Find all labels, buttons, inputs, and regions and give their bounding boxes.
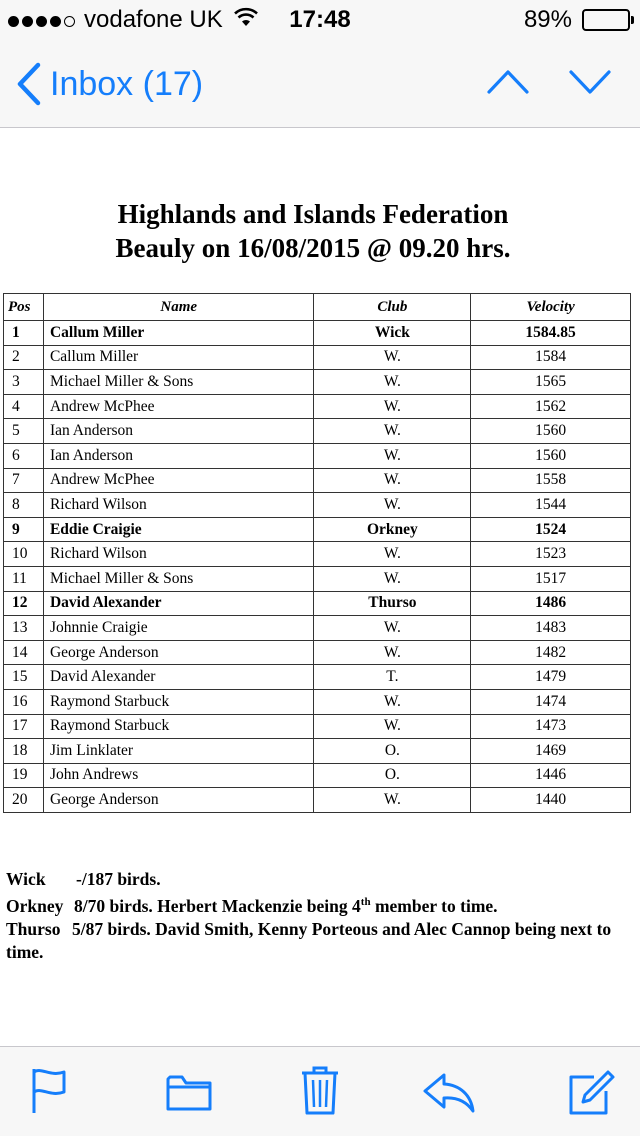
battery-info bbox=[524, 6, 630, 34]
cell-name: Callum Miller bbox=[43, 321, 314, 346]
cell-pos: 15 bbox=[4, 665, 44, 690]
note-club: Thurso bbox=[6, 918, 61, 939]
note-thurso bbox=[6, 918, 634, 964]
battery-percent: 89% bbox=[523, 6, 572, 33]
cell-club: W. bbox=[314, 443, 471, 468]
cell-club: Orkney bbox=[314, 517, 471, 542]
cell-pos: 5 bbox=[4, 419, 44, 444]
cell-name: George Anderson bbox=[43, 788, 314, 813]
table-row bbox=[4, 616, 631, 641]
results-table bbox=[3, 293, 631, 813]
cell-club: W. bbox=[314, 394, 471, 419]
message-navigation bbox=[486, 68, 612, 96]
cell-pos: 9 bbox=[4, 517, 44, 542]
cell-velocity: 1524 bbox=[471, 517, 631, 542]
cell-velocity: 1517 bbox=[471, 566, 631, 591]
table-row bbox=[4, 640, 631, 665]
table-row bbox=[4, 763, 631, 788]
table-row bbox=[4, 542, 631, 567]
cell-name: Andrew McPhee bbox=[43, 394, 314, 419]
note-text: -/187 birds. bbox=[76, 869, 161, 889]
note-superscript: th bbox=[360, 896, 371, 908]
cell-pos: 17 bbox=[4, 714, 44, 739]
document-subtitle: Beauly on 16/08/2015 @ 09.20 hrs. bbox=[115, 233, 511, 263]
table-row bbox=[4, 566, 631, 591]
cell-pos: 1 bbox=[4, 321, 44, 346]
note-club: Orkney bbox=[6, 895, 64, 916]
cell-velocity: 1446 bbox=[471, 763, 631, 788]
cell-club: W. bbox=[314, 616, 471, 641]
column-header-name: Name bbox=[43, 294, 314, 321]
flag-icon[interactable] bbox=[30, 1067, 70, 1115]
trash-icon[interactable] bbox=[300, 1065, 340, 1115]
note-club: Wick bbox=[6, 869, 46, 889]
cell-club: W. bbox=[314, 689, 471, 714]
cell-club: W. bbox=[314, 419, 471, 444]
cell-name: Ian Anderson bbox=[43, 443, 314, 468]
chevron-down-icon[interactable] bbox=[568, 68, 612, 96]
cell-velocity: 1584 bbox=[471, 345, 631, 370]
cell-name: Jim Linklater bbox=[43, 739, 314, 764]
cell-velocity: 1473 bbox=[471, 714, 631, 739]
cell-pos: 10 bbox=[4, 542, 44, 567]
column-header-club: Club bbox=[314, 294, 471, 321]
cell-velocity: 1584.85 bbox=[471, 321, 631, 346]
cell-velocity: 1558 bbox=[471, 468, 631, 493]
table-row bbox=[4, 419, 631, 444]
cell-velocity: 1479 bbox=[471, 665, 631, 690]
table-row bbox=[4, 443, 631, 468]
cell-club: W. bbox=[314, 542, 471, 567]
table-header-row bbox=[4, 294, 631, 321]
cell-name: George Anderson bbox=[43, 640, 314, 665]
table-row bbox=[4, 739, 631, 764]
table-row bbox=[4, 517, 631, 542]
cell-name: Raymond Starbuck bbox=[43, 689, 314, 714]
table-row bbox=[4, 689, 631, 714]
status-time: 17:48 bbox=[289, 6, 351, 33]
cell-velocity: 1483 bbox=[471, 616, 631, 641]
cell-velocity: 1560 bbox=[471, 443, 631, 468]
table-row bbox=[4, 370, 631, 395]
column-header-velocity: Velocity bbox=[471, 294, 631, 321]
cell-pos: 18 bbox=[4, 739, 44, 764]
cell-pos: 8 bbox=[4, 493, 44, 518]
cell-club: W. bbox=[314, 370, 471, 395]
cell-pos: 6 bbox=[4, 443, 44, 468]
cell-club: Thurso bbox=[314, 591, 471, 616]
club-notes bbox=[6, 868, 634, 964]
folder-icon[interactable] bbox=[166, 1073, 212, 1111]
document-title: Highlands and Islands Federation bbox=[117, 199, 509, 229]
cell-club: W. bbox=[314, 640, 471, 665]
chevron-left-icon bbox=[16, 62, 42, 106]
cell-club: Wick bbox=[314, 321, 471, 346]
cell-name: Richard Wilson bbox=[43, 542, 314, 567]
cell-pos: 2 bbox=[4, 345, 44, 370]
cell-club: W. bbox=[314, 493, 471, 518]
cell-velocity: 1440 bbox=[471, 788, 631, 813]
back-to-inbox-button[interactable] bbox=[16, 62, 203, 106]
cell-name: David Alexander bbox=[43, 665, 314, 690]
back-label: Inbox (17) bbox=[50, 64, 204, 103]
cell-velocity: 1560 bbox=[471, 419, 631, 444]
cell-club: O. bbox=[314, 739, 471, 764]
table-row bbox=[4, 321, 631, 346]
cell-velocity: 1562 bbox=[471, 394, 631, 419]
cell-name: Johnnie Craigie bbox=[43, 616, 314, 641]
table-row bbox=[4, 468, 631, 493]
nav-bar bbox=[0, 40, 640, 128]
reply-icon[interactable] bbox=[422, 1071, 476, 1113]
note-text: member to time. bbox=[370, 895, 498, 916]
note-orkney bbox=[6, 891, 634, 918]
note-wick bbox=[6, 868, 634, 891]
cell-pos: 19 bbox=[4, 763, 44, 788]
cell-club: T. bbox=[314, 665, 471, 690]
cell-velocity: 1565 bbox=[471, 370, 631, 395]
cell-name: Eddie Craigie bbox=[43, 517, 314, 542]
chevron-up-icon[interactable] bbox=[486, 68, 530, 96]
cell-name: David Alexander bbox=[43, 591, 314, 616]
cell-pos: 3 bbox=[4, 370, 44, 395]
cell-pos: 13 bbox=[4, 616, 44, 641]
cell-name: John Andrews bbox=[43, 763, 314, 788]
cell-pos: 7 bbox=[4, 468, 44, 493]
table-row bbox=[4, 345, 631, 370]
status-bar bbox=[0, 0, 640, 40]
cell-name: Raymond Starbuck bbox=[43, 714, 314, 739]
table-row bbox=[4, 788, 631, 813]
cell-name: Ian Anderson bbox=[43, 419, 314, 444]
cell-club: W. bbox=[314, 566, 471, 591]
cell-velocity: 1469 bbox=[471, 739, 631, 764]
battery-icon bbox=[582, 9, 630, 31]
cell-velocity: 1482 bbox=[471, 640, 631, 665]
column-header-pos: Pos bbox=[4, 294, 44, 321]
cell-name: Michael Miller & Sons bbox=[43, 370, 314, 395]
table-row bbox=[4, 493, 631, 518]
cell-pos: 12 bbox=[4, 591, 44, 616]
cell-velocity: 1523 bbox=[471, 542, 631, 567]
cell-club: W. bbox=[314, 468, 471, 493]
cell-name: Andrew McPhee bbox=[43, 468, 314, 493]
cell-name: Richard Wilson bbox=[43, 493, 314, 518]
cell-pos: 14 bbox=[4, 640, 44, 665]
attachment-document bbox=[0, 128, 640, 1046]
cell-club: O. bbox=[314, 763, 471, 788]
bottom-toolbar bbox=[0, 1046, 640, 1136]
note-text: 5/87 birds. David Smith, Kenny Porteous and Alec Cannop being next to time. bbox=[6, 918, 612, 962]
table-row bbox=[4, 714, 631, 739]
cell-velocity: 1486 bbox=[471, 591, 631, 616]
cell-pos: 11 bbox=[4, 566, 44, 591]
table-row bbox=[4, 665, 631, 690]
cell-name: Michael Miller & Sons bbox=[43, 566, 314, 591]
table-row bbox=[4, 394, 631, 419]
table-row bbox=[4, 591, 631, 616]
cell-pos: 20 bbox=[4, 788, 44, 813]
cell-club: W. bbox=[314, 714, 471, 739]
cell-club: W. bbox=[314, 345, 471, 370]
carrier-name: vodafone UK bbox=[84, 6, 223, 33]
cell-name: Callum Miller bbox=[43, 345, 314, 370]
cell-velocity: 1544 bbox=[471, 493, 631, 518]
note-text: 8/70 birds. Herbert Mackenzie being 4 bbox=[74, 895, 361, 916]
cell-pos: 16 bbox=[4, 689, 44, 714]
cell-pos: 4 bbox=[4, 394, 44, 419]
compose-icon[interactable] bbox=[568, 1069, 616, 1115]
cell-club: W. bbox=[314, 788, 471, 813]
cell-velocity: 1474 bbox=[471, 689, 631, 714]
